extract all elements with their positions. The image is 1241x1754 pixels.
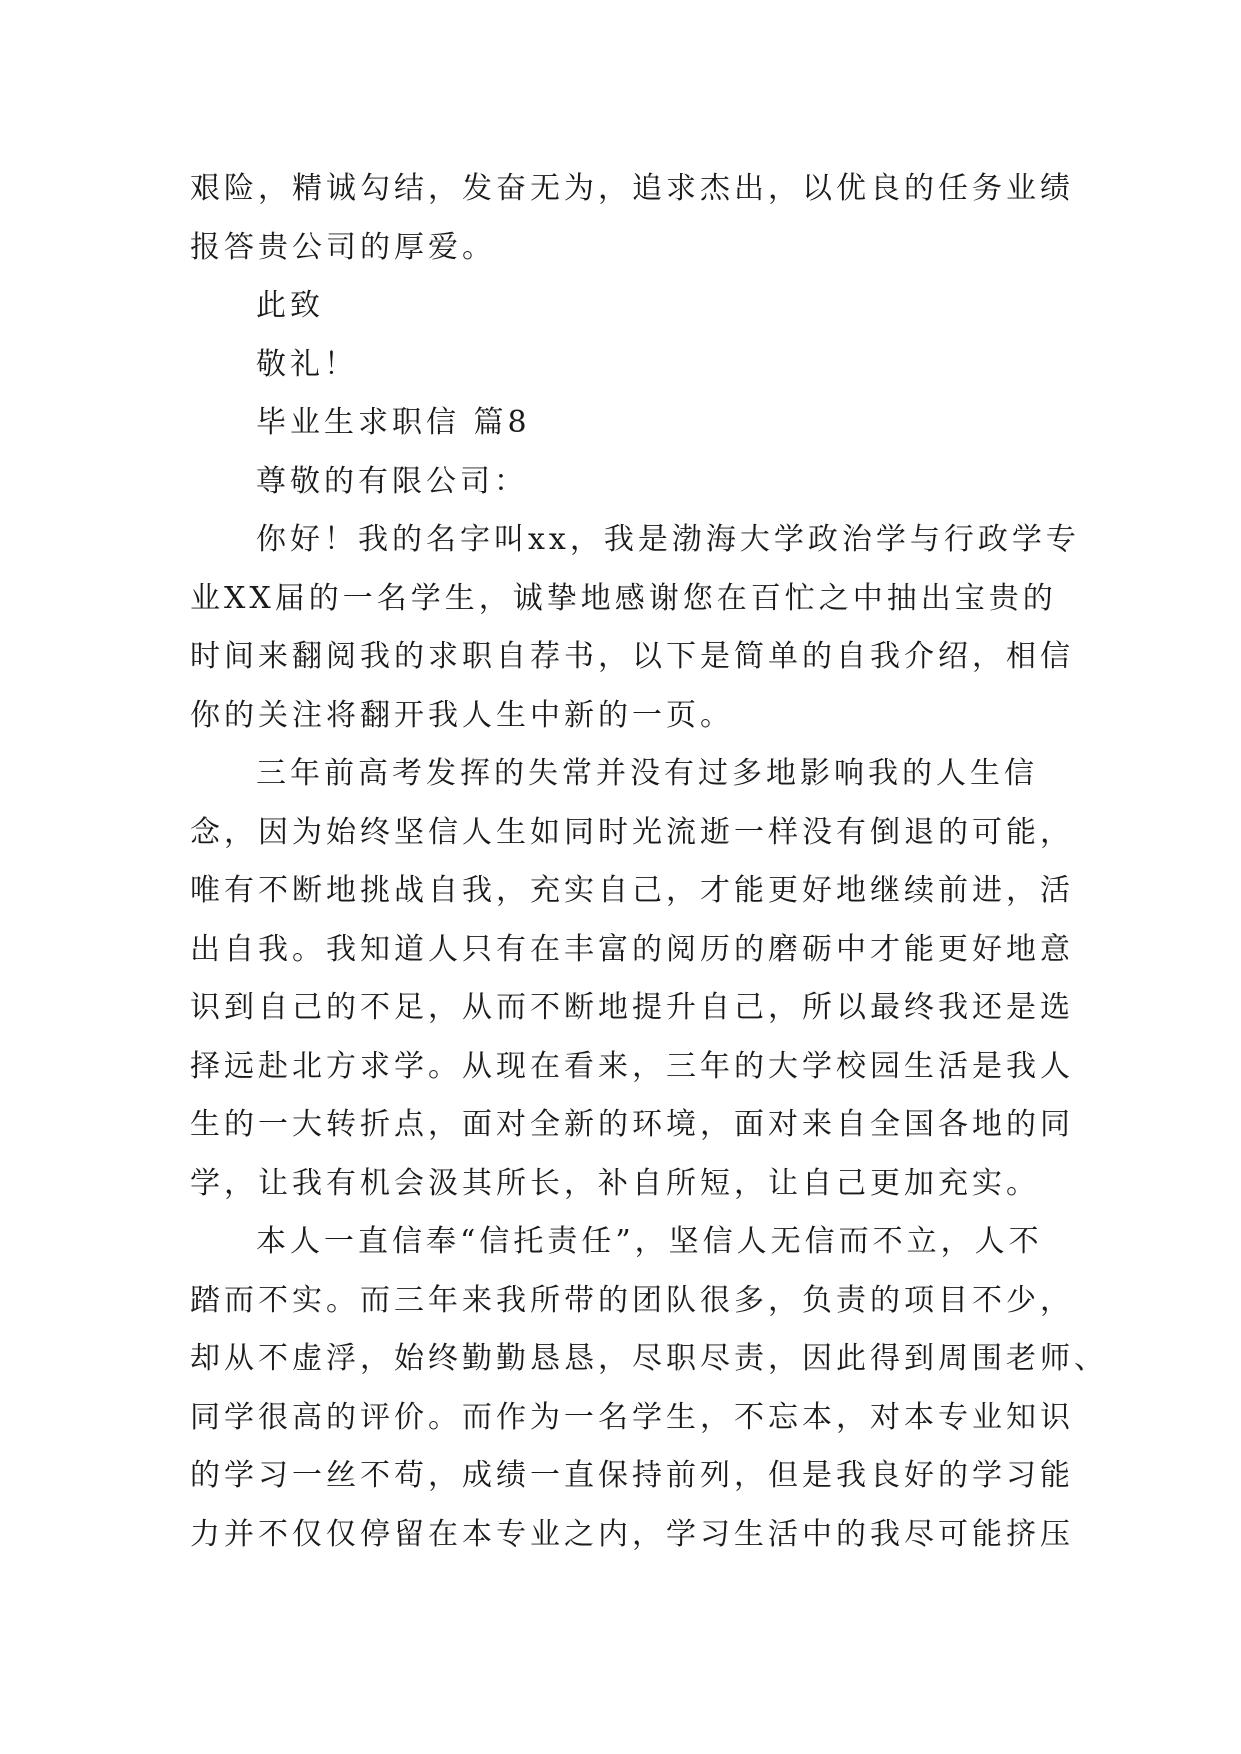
paragraph-line: 的学习一丝不苟，成绩一直保持前列，但是我良好的学习能 <box>190 1458 1074 1493</box>
salutation-line: 敬礼！ <box>256 346 358 382</box>
closing-line: 此致 <box>256 288 324 323</box>
paragraph-line: 识到自己的不足，从而不断地提升自己，所以最终我还是选 <box>190 990 1074 1025</box>
paragraph-line: 生的一大转折点，面对全新的环境，面对来自全国各地的同 <box>190 1107 1074 1142</box>
paragraph-line: 学，让我有机会汲其所长，补自所短，让自己更加充实。 <box>190 1165 1040 1201</box>
section-heading: 毕业生求职信 篇8 <box>256 405 531 440</box>
paragraph-line: 时间来翻阅我的求职自荐书，以下是简单的自我介绍，相信 <box>190 639 1074 674</box>
paragraph-line: 踏而不实。而三年来我所带的团队很多，负责的项目不少， <box>190 1282 1074 1318</box>
letter-body <box>190 160 1108 1564</box>
paragraph-line: 你好！我的名字叫xx，我是渤海大学政治学与行政学专 <box>256 522 1080 557</box>
paragraph-line: 择远赴北方求学。从现在看来，三年的大学校园生活是我人 <box>190 1048 1074 1084</box>
paragraph-line: 本人一直信奉“信托责任”，坚信人无信而不立，人不 <box>256 1224 1043 1259</box>
paragraph-line: 业XX届的一名学生，诚挚地感谢您在百忙之中抽出宝贵的 <box>190 580 1057 616</box>
paragraph-line: 唯有不断地挑战自我，充实自己，才能更好地继续前进，活 <box>190 873 1074 908</box>
paragraph-line: 却从不虚浮，始终勤勤恳恳，尽职尽责，因此得到周围老师、 <box>190 1341 1108 1376</box>
paragraph-line: 三年前高考发挥的失常并没有过多地影响我的人生信 <box>256 756 1038 791</box>
paragraph-line: 念，因为始终坚信人生如同时光流逝一样没有倒退的可能， <box>190 814 1074 850</box>
paragraph-line: 艰险，精诚勾结，发奋无为，追求杰出，以优良的任务业绩 <box>190 171 1074 206</box>
paragraph-line: 你的关注将翻开我人生中新的一页。 <box>190 697 734 733</box>
paragraph-line: 报答贵公司的厚爱。 <box>190 229 496 265</box>
recipient-line: 尊敬的有限公司： <box>256 463 528 499</box>
paragraph-line: 出自我。我知道人只有在丰富的阅历的磨砺中才能更好地意 <box>190 931 1074 967</box>
paragraph-line: 力并不仅仅停留在本专业之内，学习生活中的我尽可能挤压 <box>190 1516 1074 1552</box>
paragraph-line: 同学很高的评价。而作为一名学生，不忘本，对本专业知识 <box>190 1399 1074 1435</box>
